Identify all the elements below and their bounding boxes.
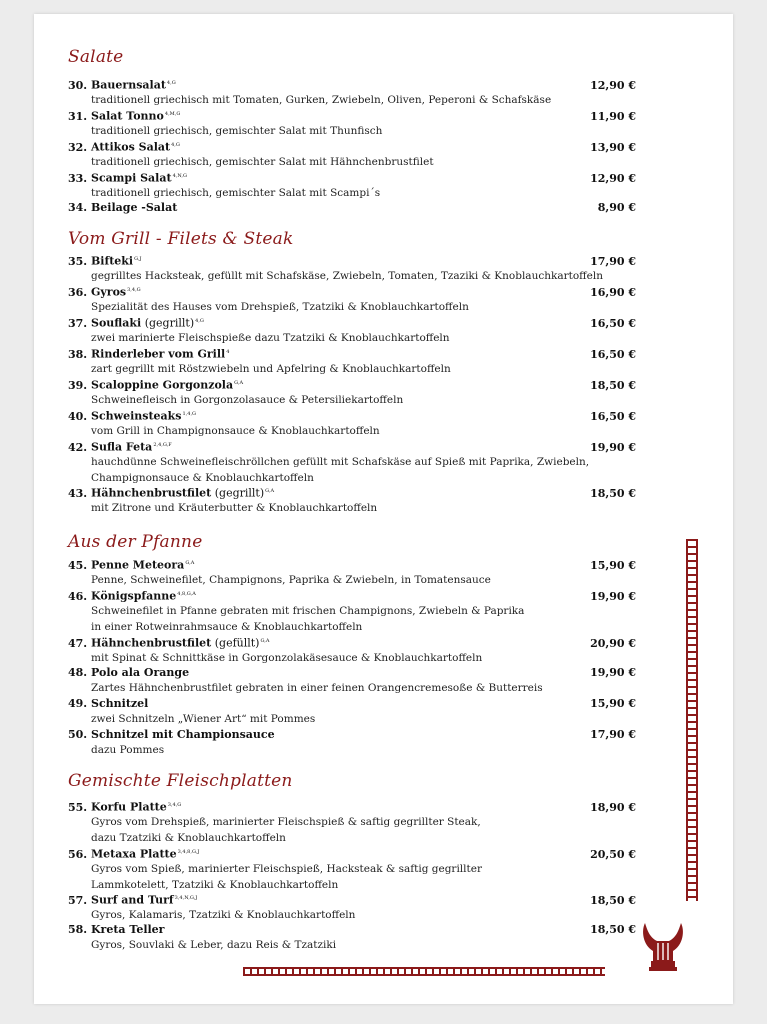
menu-item-36: [68, 283, 636, 316]
section-title-fleischplatten: Gemischte Fleischplatten: [68, 771, 293, 791]
item-name: Metaxa Platte: [91, 847, 177, 861]
item-number: 46.: [68, 589, 88, 603]
item-name: Attikos Salat: [91, 140, 171, 154]
allergen-codes: 4: [226, 349, 230, 355]
allergen-codes: 4,M,G: [164, 111, 181, 117]
item-description: Penne, Schweinefilet, Champignons, Paprika & Zwiebeln, in Tomatensauce: [91, 574, 491, 587]
item-description: mit Spinat & Schnittkäse in Gorgonzolakäsesauce & Knoblauchkartoffeln: [91, 652, 483, 665]
item-description: Schweinefilet in Pfanne gebraten mit frischen Champignons, Zwiebeln & Paprika: [91, 605, 525, 618]
allergen-codes: 3,4,N,G,J: [174, 895, 198, 901]
item-description: Spezialität des Hauses vom Drehspieß, Tzatziki & Knoblauchkartoffeln: [91, 301, 469, 314]
lyre-icon: [639, 917, 687, 973]
menu-item-58: [68, 922, 636, 953]
section-title-grill: Vom Grill - Filets & Steak: [68, 229, 294, 249]
item-number: 42.: [68, 440, 88, 454]
menu-item-32: [68, 138, 636, 171]
menu-item-50: [68, 727, 636, 758]
item-name: Bauernsalat: [91, 78, 166, 92]
item-description: Zartes Hähnchenbrustfilet gebraten in einer feinen Orangencremesoße & Butterreis: [91, 681, 543, 694]
allergen-codes: G,A: [185, 560, 195, 566]
item-number: 55.: [68, 800, 88, 814]
item-number: 30.: [68, 78, 88, 92]
allergen-codes: G,A: [265, 488, 275, 494]
menu-item-42: [68, 438, 636, 486]
item-number: 34.: [68, 201, 88, 214]
item-description: traditionell griechisch, gemischter Salat mit Scampi´s: [91, 187, 381, 200]
item-name: Schnitzel: [91, 697, 149, 710]
menu-item-57: [68, 891, 636, 924]
item-price: 15,90 €: [590, 558, 636, 572]
menu-item-56: [68, 845, 636, 893]
item-price: 17,90 €: [590, 254, 636, 268]
allergen-codes: 3,4,G: [167, 802, 182, 808]
item-name: Beilage -Salat: [91, 201, 178, 214]
item-price: 20,50 €: [590, 847, 636, 861]
item-price: 18,50 €: [590, 378, 636, 392]
menu-item-37: [68, 314, 636, 347]
item-description: zart gegrillt mit Röstzwiebeln und Apfelring & Knoblauchkartoffeln: [91, 363, 451, 376]
menu-item-30: [68, 76, 636, 109]
greek-key-border-vertical: [686, 539, 698, 901]
item-name: Polo ala Orange: [91, 666, 190, 679]
item-number: 45.: [68, 558, 88, 572]
menu-item-48: [68, 665, 636, 696]
item-description: hauchdünne Schweinefleischröllchen gefüllt mit Schafskäse auf Spieß mit Paprika, Zwiebeln,: [91, 456, 590, 469]
item-price: 16,50 €: [590, 347, 636, 361]
item-description: Gyros vom Drehspieß, marinierter Fleischspieß & saftig gegrillter Steak,: [91, 816, 481, 829]
item-description: Schweinefleisch in Gorgonzolasauce & Petersiliekartoffeln: [91, 394, 404, 407]
item-number: 47.: [68, 636, 88, 650]
allergen-codes: 4,8,G,A: [177, 591, 196, 597]
section-title-salate: Salate: [68, 47, 124, 67]
item-number: 57.: [68, 893, 88, 907]
menu-item-49: [68, 696, 636, 727]
item-name: Surf and Turf: [91, 893, 174, 907]
menu-item-38: [68, 345, 636, 378]
item-number: 36.: [68, 285, 88, 299]
item-description: zwei Schnitzeln „Wiener Art“ mit Pommes: [91, 712, 316, 725]
item-price: 18,50 €: [590, 923, 636, 936]
menu-item-45: [68, 556, 636, 589]
item-description: traditionell griechisch mit Tomaten, Gurken, Zwiebeln, Oliven, Peperoni & Schafskäse: [91, 94, 552, 107]
item-name: Scampi Salat: [91, 171, 172, 185]
item-name: Souflaki: [91, 316, 142, 330]
item-name: Hähnchenbrustfilet: [91, 636, 212, 650]
item-description: dazu Tzatziki & Knoblauchkartoffeln: [91, 831, 286, 844]
item-price: 11,90 €: [590, 109, 636, 123]
item-description: vom Grill in Champignonsauce & Knoblauchkartoffeln: [91, 425, 380, 438]
menu-item-47: [68, 634, 636, 667]
item-description: Lammkotelett, Tzatziki & Knoblauchkartoffeln: [91, 878, 339, 891]
item-name: Hähnchenbrustfilet: [91, 486, 212, 500]
item-number: 58.: [68, 923, 88, 936]
item-price: 16,50 €: [590, 316, 636, 330]
item-name: Königspfanne: [91, 589, 177, 603]
item-number: 38.: [68, 347, 88, 361]
item-price: 12,90 €: [590, 171, 636, 185]
allergen-codes: G,A: [234, 380, 244, 386]
item-number: 37.: [68, 316, 88, 330]
allergen-codes: 3,4,G: [127, 287, 141, 293]
item-name: Kreta Teller: [91, 923, 165, 936]
item-description: traditionell griechisch, gemischter Salat mit Thunfisch: [91, 125, 383, 138]
item-name: Penne Meteora: [91, 558, 185, 572]
menu-item-31: [68, 107, 636, 140]
item-price: 17,90 €: [590, 728, 636, 741]
item-description: Champignonsauce & Knoblauchkartoffeln: [91, 471, 314, 484]
item-number: 33.: [68, 171, 88, 185]
allergen-codes: 3,4,8,G,J: [177, 849, 200, 855]
item-number: 32.: [68, 140, 88, 154]
item-number: 40.: [68, 409, 88, 423]
item-price: 19,90 €: [590, 666, 636, 679]
menu-item-33: [68, 169, 636, 202]
menu-item-55: [68, 798, 636, 846]
item-price: 20,90 €: [590, 636, 636, 650]
menu-item-46: [68, 587, 636, 635]
item-price: 19,90 €: [590, 589, 636, 603]
item-name: Bifteki: [91, 254, 134, 268]
item-price: 16,50 €: [590, 409, 636, 423]
item-number: 31.: [68, 109, 88, 123]
item-name: Rinderleber vom Grill: [91, 347, 226, 361]
item-price: 8,90 €: [597, 201, 636, 214]
item-note: (gegrillt): [211, 486, 265, 500]
menu-page: [34, 14, 733, 1004]
item-number: 48.: [68, 666, 88, 679]
item-description: traditionell griechisch, gemischter Salat mit Hähnchenbrustfilet: [91, 156, 434, 169]
item-name: Scaloppine Gorgonzola: [91, 378, 234, 392]
item-price: 18,50 €: [590, 893, 636, 907]
item-description: zwei marinierte Fleischspieße dazu Tzatziki & Knoblauchkartoffeln: [91, 332, 450, 345]
item-price: 18,50 €: [590, 486, 636, 500]
menu-item-39: [68, 376, 636, 409]
menu-item-35: [68, 252, 636, 285]
item-number: 35.: [68, 254, 88, 268]
menu-item-40: [68, 407, 636, 440]
item-price: 19,90 €: [590, 440, 636, 454]
item-number: 50.: [68, 728, 88, 741]
item-description: Gyros, Kalamaris, Tzatziki & Knoblauchkartoffeln: [91, 909, 356, 922]
allergen-codes: 2,4,G,F: [153, 442, 172, 448]
allergen-codes: 4,G: [195, 318, 204, 324]
item-price: 12,90 €: [590, 78, 636, 92]
item-description: gegrilltes Hacksteak, gefüllt mit Schafskäse, Zwiebeln, Tomaten, Tzaziki & Knoblauchkartoffeln: [91, 270, 603, 283]
item-name: Salat Tonno: [91, 109, 164, 123]
allergen-codes: 4,G: [171, 142, 180, 148]
menu-item-34: [68, 200, 636, 216]
section-title-pfanne: Aus der Pfanne: [68, 532, 203, 552]
item-note: (gegrillt): [141, 316, 195, 330]
item-name: Sufla Feta: [91, 440, 153, 454]
allergen-codes: 1,4,G: [182, 411, 197, 417]
item-name: Schweinsteaks: [91, 409, 182, 423]
allergen-codes: 4,N,G: [172, 173, 187, 179]
allergen-codes: 4,G: [166, 80, 176, 86]
item-description: Gyros vom Spieß, marinierter Fleischspieß, Hacksteak & saftig gegrillter: [91, 863, 482, 876]
item-number: 56.: [68, 847, 88, 861]
item-name: Schnitzel mit Championsauce: [91, 728, 275, 741]
item-description: in einer Rotweinrahmsauce & Knoblauchkartoffeln: [91, 620, 363, 633]
item-number: 39.: [68, 378, 88, 392]
item-price: 15,90 €: [590, 697, 636, 710]
item-name: Gyros: [91, 285, 127, 299]
item-note: (gefüllt): [211, 636, 260, 650]
allergen-codes: G,J: [134, 256, 142, 262]
item-description: Gyros, Souvlaki & Leber, dazu Reis & Tzatziki: [91, 938, 337, 951]
item-description: dazu Pommes: [91, 743, 165, 756]
item-name: Korfu Platte: [91, 800, 167, 814]
item-number: 43.: [68, 486, 88, 500]
item-price: 18,90 €: [590, 800, 636, 814]
item-price: 16,90 €: [590, 285, 636, 299]
allergen-codes: G,A: [260, 638, 270, 644]
greek-key-border-horizontal: [243, 967, 605, 976]
item-price: 13,90 €: [590, 140, 636, 154]
menu-item-43: [68, 484, 636, 517]
item-description: mit Zitrone und Kräuterbutter & Knoblauchkartoffeln: [91, 502, 378, 515]
item-number: 49.: [68, 697, 88, 710]
